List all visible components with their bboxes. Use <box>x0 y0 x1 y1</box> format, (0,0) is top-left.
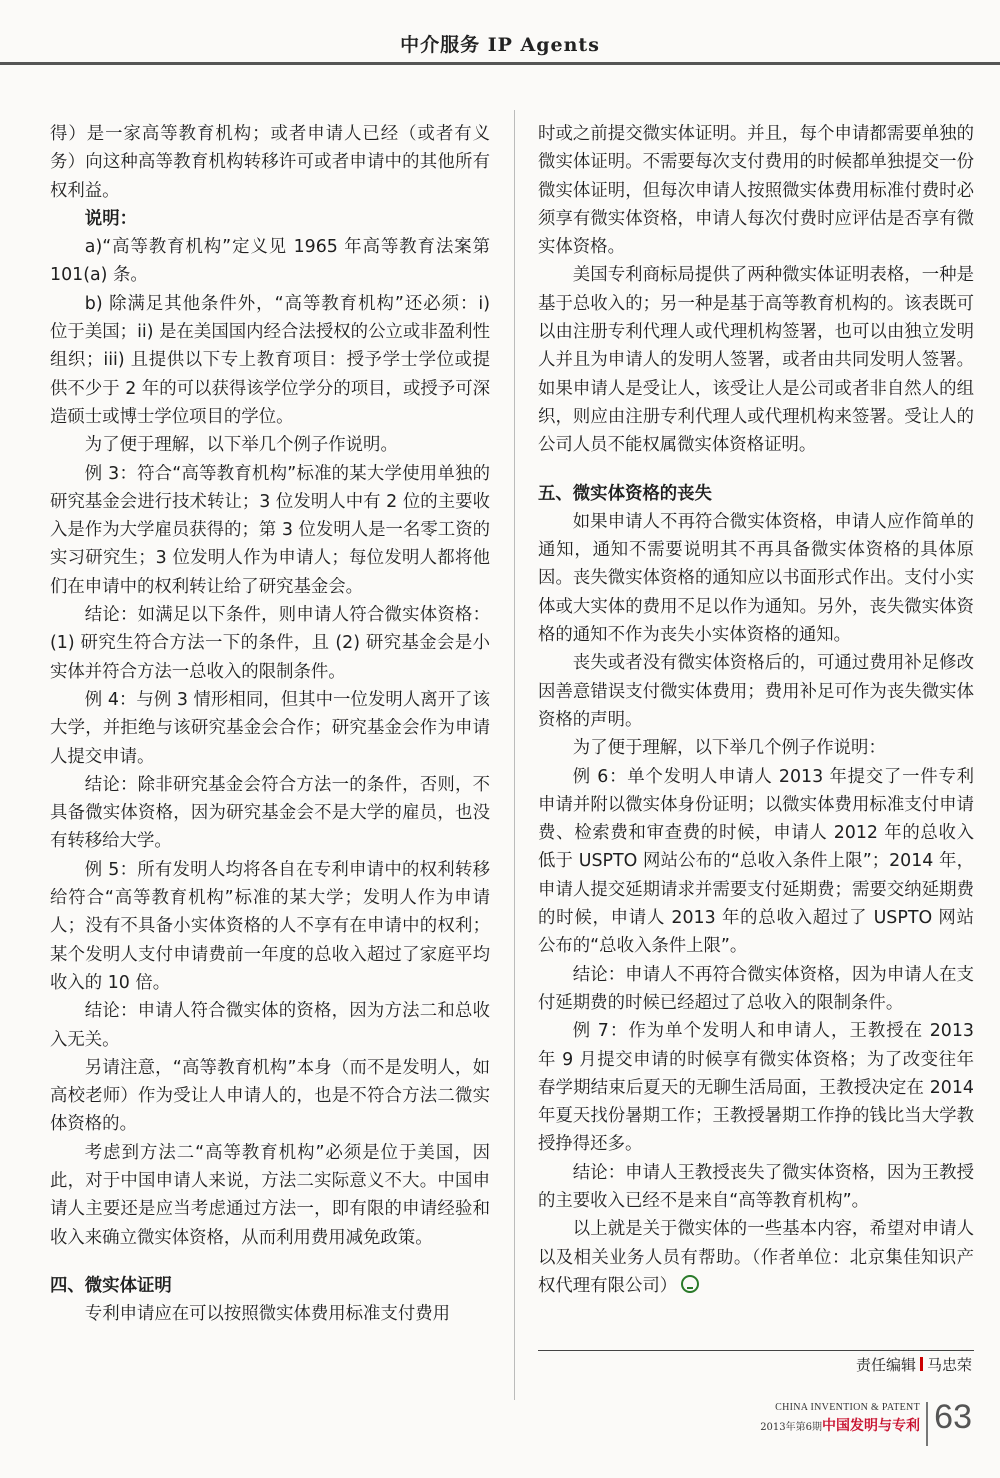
header-rule <box>0 62 1000 65</box>
closing-paragraph <box>538 1215 974 1300</box>
editor-label: 责任编辑 <box>855 1356 916 1374</box>
paragraph: 另请注意，“高等教育机构”本身（而不是发明人，如高校老师）作为受让人申请人的，也是不符合方法二微实体资格的。 <box>50 1057 490 1135</box>
page-number: 63 <box>934 1398 972 1436</box>
spacer <box>50 1252 490 1272</box>
right-column <box>538 120 974 1300</box>
note-label: 说明： <box>84 208 137 229</box>
page-header <box>0 28 1000 64</box>
paragraph: 结论：申请人符合微实体的资格，因为方法二和总收入无关。 <box>50 1001 490 1050</box>
issue-label: 2013年第6期 <box>760 1422 822 1433</box>
magazine-english-title: CHINA INVENTION & PATENT <box>775 1402 920 1413</box>
page-footer <box>760 1398 990 1462</box>
paragraph: a)“高等教育机构”定义见 1965 年高等教育法案第 101(a) 条。 <box>50 237 490 286</box>
paragraph: 结论：除非研究基金会符合方法一的条件，否则，不具备微实体资格，因为研究基金会不是大学的雇员，也没有转移给大学。 <box>50 774 490 852</box>
paragraph: 结论：申请人不再符合微实体资格，因为申请人在支付延期费的时候已经超过了总收入的限制条件。 <box>538 964 974 1013</box>
paragraph: 时或之前提交微实体证明。并且，每个申请都需要单独的微实体证明。不需要每次支付费用的时候都单独提交一份微实体证明，但每次申请人按照微实体费用标准付费时必须享有微实体资格，申请人每次付费时应评估是否享有微实体资格。 <box>538 124 974 258</box>
section-heading: 五、微实体资格的丧失 <box>538 483 712 504</box>
paragraph: 为了便于理解，以下举几个例子作说明： <box>572 738 886 759</box>
left-column <box>50 120 490 1328</box>
magazine-title: 中国发明与专利 <box>822 1418 920 1434</box>
paragraph: 美国专利商标局提供了两种微实体证明表格，一种是基于总收入的；另一种是基于高等教育机构的。该表既可以由注册专利代理人或代理机构签署，也可以由独立发明人并且为申请人的发明人签署，或者由共同发明人签署。如果申请人是受让人，该受让人是公司或者非自然人的组织，则应由注册专利代理人或代理机构来签署。受让人的公司人员不能权属微实体资格证明。 <box>538 265 974 456</box>
paragraph: 例 6：单个发明人申请人 2013 年提交了一件专利申请并附以微实体身份证明；以微实体费用标准支付申请费、检索费和审查费的时候，申请人 2012 年的总收入低于 USPTO 网站公布的“总收入条件上限”；2014 年，申请人提交延期请求并需要支付延期费；需要交纳延期费的时候，申请人 2013 年的总收入超过了 USPTO 网站公布的“总收入条件上限”。 <box>538 766 974 957</box>
paragraph: 丧失或者没有微实体资格后的，可通过费用补足修改因善意错误支付微实体费用；费用补足可作为丧失微实体资格的声明。 <box>538 653 974 730</box>
paragraph: 例 5：所有发明人均将各自在专利申请中的权利转移给符合“高等教育机构”标准的某大学；发明人作为申请人；没有不具备小实体资格的人不享有在申请中的权利；某个发明人支付申请费前一年度的总收入超过了家庭平均收入的 10 倍。 <box>50 859 490 993</box>
editor-credit <box>856 1354 972 1375</box>
paragraph: 得）是一家高等教育机构；或者申请人已经（或者有义务）向这种高等教育机构转移许可或者申请中的其他所有权利益。 <box>50 124 490 201</box>
editor-rule <box>538 1350 974 1351</box>
paragraph: 例 7：作为单个发明人和申请人，王教授在 2013 年 9 月提交申请的时候享有微实体资格；为了改变往年春学期结束后夏天的无聊生活局面，王教授决定在 2014 年夏天找份暑期工作；王教授暑期工作挣的钱比当大学教授挣得还多。 <box>538 1021 974 1155</box>
paragraph: 结论：申请人王教授丧失了微实体资格，因为王教授的主要收入已经不是来自“高等教育机构”。 <box>538 1162 974 1211</box>
closing-text: 以上就是关于微实体的一些基本内容，希望对申请人以及相关业务人员有帮助。（作者单位：北京集佳知识产权代理有限公司） <box>538 1219 974 1296</box>
section-heading: 四、微实体证明 <box>50 1275 172 1296</box>
end-mark-icon <box>681 1275 699 1293</box>
paragraph: 例 4：与例 3 情形相同，但其中一位发明人离开了该大学，并拒绝与该研究基金会合作；研究基金会作为申请人提交申请。 <box>50 689 490 767</box>
paragraph: 结论：如满足以下条件，则申请人符合微实体资格：(1) 研究生符合方法一下的条件，且 (2) 研究基金会是小实体并符合方法一总收入的限制条件。 <box>50 605 490 682</box>
paragraph: 为了便于理解，以下举几个例子作说明。 <box>84 435 398 456</box>
section-title: 中介服务 IP Agents <box>400 34 600 56</box>
spacer <box>538 460 974 480</box>
editor-name: 马忠荣 <box>926 1356 972 1374</box>
paragraph: 如果申请人不再符合微实体资格，申请人应作简单的通知，通知不需要说明其不再具备微实体资格的具体原因。丧失微实体资格的通知应以书面形式作出。支付小实体或大实体的费用不足以作为通知。另外，丧失微实体资格的通知不作为丧失小实体资格的通知。 <box>538 511 974 646</box>
column-divider <box>514 110 515 1400</box>
editor-separator <box>920 1357 923 1371</box>
footer-separator <box>926 1402 928 1446</box>
paragraph: b) 除满足其他条件外，“高等教育机构”还必须：i) 位于美国；ii) 是在美国国内经合法授权的公立或非盈利性组织；iii) 且提供以下专上教育项目：授予学士学位或提供不少于 2 年的可以获得该学位学分的项目，或授予可深造硕士或博士学位项目的学位。 <box>50 293 490 427</box>
paragraph: 例 3：符合“高等教育机构”标准的某大学使用单独的研究基金会进行技术转让；3 位发明人中有 2 位的主要收入是作为大学雇员获得的；第 3 位发明人是一名零工资的实习研究生；3 位发明人作为申请人；每位发明人都将他们在申请中的权利转让给了研究基金会。 <box>50 463 490 597</box>
paragraph: 考虑到方法二“高等教育机构”必须是位于美国，因此，对于中国申请人来说，方法二实际意义不大。中国申请人主要还是应当考虑通过方法一，即有限的申请经验和收入来确立微实体资格，从而利用费用减免政策。 <box>50 1142 490 1248</box>
paragraph: 专利申请应在可以按照微实体费用标准支付费用 <box>84 1304 451 1325</box>
